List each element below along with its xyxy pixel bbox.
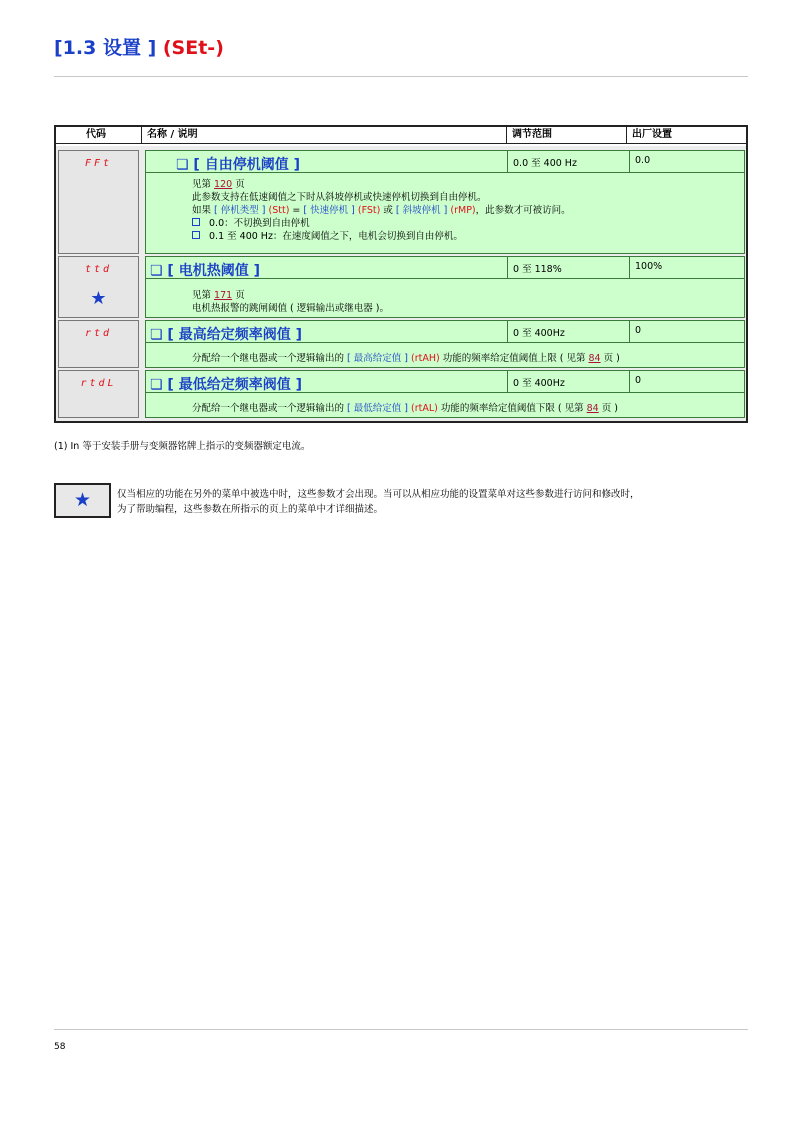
header-name: 名称 / 说明	[147, 129, 198, 140]
page-link[interactable]: 84	[586, 403, 599, 414]
code-cell	[58, 320, 139, 368]
header-divider	[141, 127, 142, 143]
menu-reference: [ 斜坡停机 ]	[395, 205, 448, 216]
parameter-code: FFt	[84, 158, 113, 169]
see-page-prefix: 见第	[192, 179, 215, 190]
star-icon: ★	[73, 489, 92, 511]
text-fragment: 分配给一个继电器或一个逻辑输出的	[192, 353, 348, 364]
bottom-divider	[54, 1029, 748, 1030]
parameter-name: ❏ [ 最高给定频率阀值 ]	[150, 327, 302, 343]
range-value: 0 至 400Hz	[508, 371, 630, 393]
page-link[interactable]: 171	[214, 290, 233, 301]
page-title-code: (SEt-)	[162, 37, 224, 59]
star-legend-box	[54, 483, 111, 518]
parameter-description	[192, 289, 389, 315]
checkbox-icon	[192, 231, 200, 239]
header-factory: 出厂设置	[632, 129, 672, 140]
description-line: 此参数支持在低速阈值之下时从斜坡停机或快速停机切换到自由停机。	[192, 192, 487, 203]
parameter-name: ❏ [ 自由停机阈值 ]	[176, 157, 300, 173]
name-cell	[146, 257, 508, 279]
header-divider	[626, 127, 627, 143]
text-fragment: ，此参数才可被访问。	[475, 205, 571, 216]
menu-reference: [ 停机类型 ]	[214, 205, 266, 216]
top-divider	[54, 76, 748, 77]
name-cell	[146, 371, 508, 393]
see-page-line	[192, 289, 389, 302]
description-line: 电机热报警的跳闸阈值 ( 逻辑输出或继电器 )。	[192, 303, 389, 314]
code-reference: (rtAH)	[407, 353, 440, 364]
table-row	[145, 320, 745, 368]
parameter-code: rtd	[84, 328, 113, 339]
code-reference: (rMP)	[447, 205, 476, 216]
header-code: 代码	[86, 129, 106, 140]
header-divider	[506, 127, 507, 143]
see-page-line	[192, 178, 571, 191]
text-fragment: 如果	[192, 205, 215, 216]
factory-value: 0	[630, 321, 744, 343]
text-fragment: 页 )	[600, 353, 620, 364]
see-page-suffix: 页	[232, 290, 245, 301]
table-row	[145, 370, 745, 418]
see-page-suffix: 页	[232, 179, 245, 190]
code-cell	[58, 150, 139, 254]
legend-line: 仅当相应的功能在另外的菜单中被选中时，这些参数才会出现。当可以从相应功能的设置菜单对这些参数进行访问和修改时，	[117, 489, 640, 500]
option-item	[192, 230, 571, 243]
table-body	[56, 146, 746, 421]
table-row	[145, 256, 745, 318]
page-title-text: [1.3 设置 ]	[54, 37, 163, 59]
star-icon: ★	[90, 288, 107, 309]
checkbox-icon	[192, 218, 200, 226]
page-number: 58	[54, 1042, 66, 1052]
range-value: 0 至 118%	[508, 257, 630, 279]
text-fragment: 页 )	[598, 403, 618, 414]
text-fragment: 分配给一个继电器或一个逻辑输出的	[192, 403, 348, 414]
menu-reference: [ 最高给定值 ]	[347, 353, 408, 364]
range-value: 0 至 400Hz	[508, 321, 630, 343]
page-title	[54, 33, 224, 60]
code-reference: (FSt)	[354, 205, 381, 216]
menu-reference: [ 最低给定值 ]	[347, 403, 408, 414]
name-cell	[146, 151, 508, 173]
name-cell	[146, 321, 508, 343]
code-reference: (Stt)	[265, 205, 290, 216]
page-link[interactable]: 84	[588, 353, 601, 364]
text-fragment: 或	[380, 205, 396, 216]
parameter-description	[192, 178, 571, 243]
parameter-code: rtdL	[80, 378, 117, 389]
table-header	[56, 127, 746, 144]
text-fragment: 功能的频率给定值阈值下限 ( 见第	[437, 403, 587, 414]
range-value: 0.0 至 400 Hz	[508, 151, 630, 173]
parameter-description	[192, 402, 618, 415]
factory-value: 100%	[630, 257, 744, 279]
see-page-prefix: 见第	[192, 290, 215, 301]
code-cell	[58, 256, 139, 318]
parameter-description	[192, 352, 620, 365]
page-link[interactable]: 120	[214, 179, 233, 190]
header-range: 调节范围	[512, 129, 552, 140]
parameter-table	[54, 125, 748, 423]
star-legend-text	[117, 487, 640, 517]
menu-reference: [ 快速停机 ]	[303, 205, 355, 216]
code-reference: (rtAL)	[407, 403, 438, 414]
factory-value: 0	[630, 371, 744, 393]
text-fragment: 功能的频率给定值阈值上限 ( 见第	[439, 353, 589, 364]
parameter-name: ❏ [ 最低给定频率阀值 ]	[150, 377, 302, 393]
access-condition-line	[192, 204, 571, 217]
factory-value: 0.0	[630, 151, 744, 173]
option-label: 0.0：不切换到自由停机	[209, 218, 310, 229]
legend-line: 为了帮助编程，这些参数在所指示的页上的菜单中才详细描述。	[117, 504, 384, 515]
text-fragment: =	[289, 205, 304, 216]
parameter-code: ttd	[84, 264, 113, 275]
option-label: 0.1 至 400 Hz：在速度阈值之下，电机会切换到自由停机。	[209, 231, 463, 242]
parameter-name: ❏ [ 电机热阈值 ]	[150, 263, 260, 279]
footnote: (1) In 等于安装手册与变频器铭牌上指示的变频器额定电流。	[54, 441, 311, 452]
option-item	[192, 217, 571, 230]
table-row	[145, 150, 745, 254]
code-cell	[58, 370, 139, 418]
